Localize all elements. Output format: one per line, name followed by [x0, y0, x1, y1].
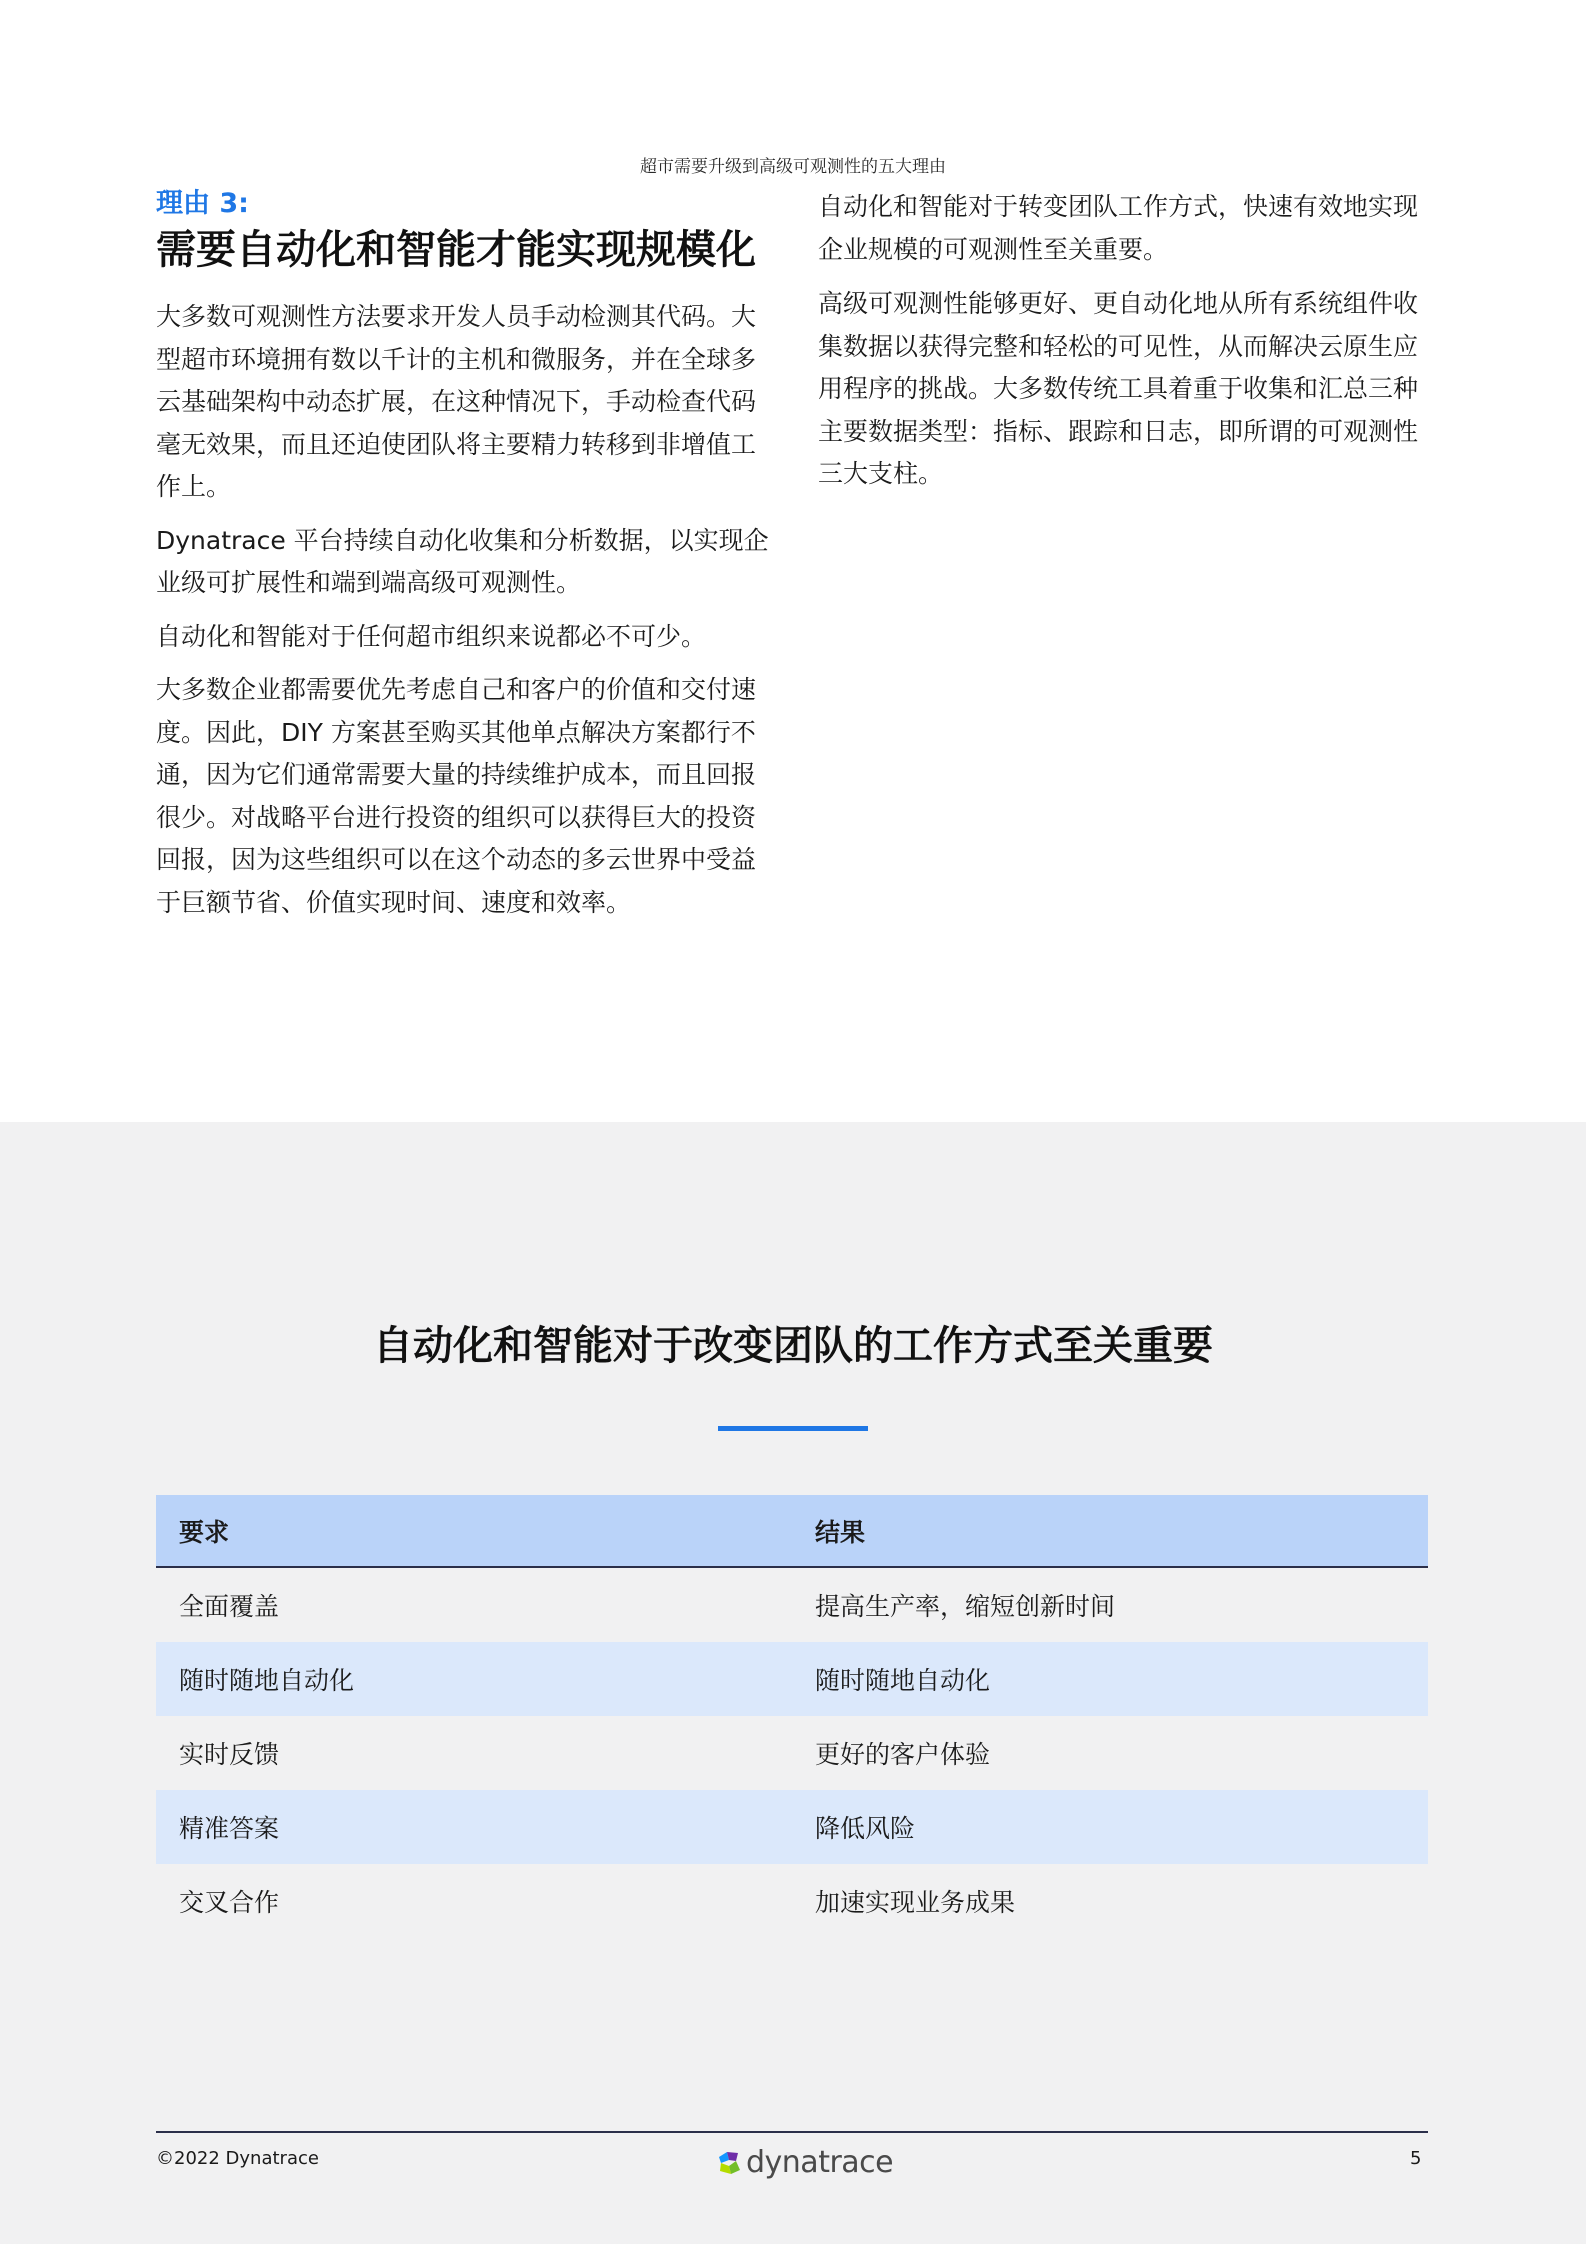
- column-header-result: 结果: [815, 1517, 866, 1547]
- result-cell: 随时随地自动化: [815, 1666, 991, 1695]
- table-row: [156, 1568, 1428, 1642]
- table-section-title: 自动化和智能对于改变团队的工作方式至关重要: [373, 1323, 1213, 1369]
- body-paragraph: 自动化和智能对于转变团队工作方式，快速有效地实现企业规模的可观测性至关重要。: [818, 192, 1419, 264]
- dynatrace-logo-icon: [716, 2149, 742, 2177]
- running-header: 超市需要升级到高级可观测性的五大理由: [640, 157, 946, 177]
- reason-label: 理由 3:: [156, 188, 249, 219]
- footer-divider: [156, 2131, 1428, 2133]
- table-row: [156, 1790, 1428, 1864]
- result-cell: 加速实现业务成果: [815, 1888, 1016, 1917]
- result-cell: 提高生产率，缩短创新时间: [815, 1592, 1116, 1621]
- result-cell: 降低风险: [815, 1814, 916, 1843]
- page-number: 5: [1410, 2148, 1422, 2169]
- requirement-cell: 全面覆盖: [179, 1592, 280, 1621]
- table-row: [156, 1642, 1428, 1716]
- requirement-cell: 精准答案: [179, 1814, 280, 1843]
- result-cell: 更好的客户体验: [815, 1740, 991, 1769]
- column-header-requirement: 要求: [179, 1517, 230, 1547]
- title-accent-rule: [718, 1426, 868, 1431]
- requirement-cell: 实时反馈: [179, 1740, 280, 1769]
- table-header-row: [156, 1495, 1428, 1568]
- left-column: [156, 186, 774, 935]
- section-title: 需要自动化和智能才能实现规模化: [156, 227, 756, 273]
- body-paragraph: 大多数可观测性方法要求开发人员手动检测其代码。大型超市环境拥有数以千计的主机和微服务，并在全球多云基础架构中动态扩展，在这种情况下，手动检查代码毫无效果，而且还迫使团队将主要精力转移到非增值工作上。: [156, 302, 757, 501]
- body-paragraph: 高级可观测性能够更好、更自动化地从所有系统组件收集数据以获得完整和轻松的可见性，从而解决云原生应用程序的挑战。大多数传统工具着重于收集和汇总三种主要数据类型：指标、跟踪和日志，即所谓的可观测性三大支柱。: [818, 289, 1419, 488]
- footer-copyright: ©2022 Dynatrace: [156, 2148, 319, 2169]
- requirement-cell: 交叉合作: [179, 1888, 280, 1917]
- body-paragraph: 大多数企业都需要优先考虑自己和客户的价值和交付速度。因此，DIY 方案甚至购买其他单点解决方案都行不通，因为它们通常需要大量的持续维护成本，而且回报很少。对战略平台进行投资的组织可以获得巨大的投资回报，因为这些组织可以在这个动态的多云世界中受益于巨额节省、价值实现时间、速度和效率。: [156, 675, 757, 917]
- dynatrace-logo: [716, 2145, 894, 2180]
- requirement-cell: 随时随地自动化: [179, 1666, 355, 1695]
- logo-wordmark: dynatrace: [746, 2145, 894, 2180]
- right-column: [818, 186, 1428, 508]
- requirements-results-table: [156, 1495, 1428, 1938]
- body-paragraph: Dynatrace 平台持续自动化收集和分析数据，以实现企业级可扩展性和端到端高级可观测性。: [156, 525, 769, 597]
- table-row: [156, 1864, 1428, 1938]
- table-row: [156, 1716, 1428, 1790]
- body-paragraph: 自动化和智能对于任何超市组织来说都必不可少。: [156, 621, 707, 651]
